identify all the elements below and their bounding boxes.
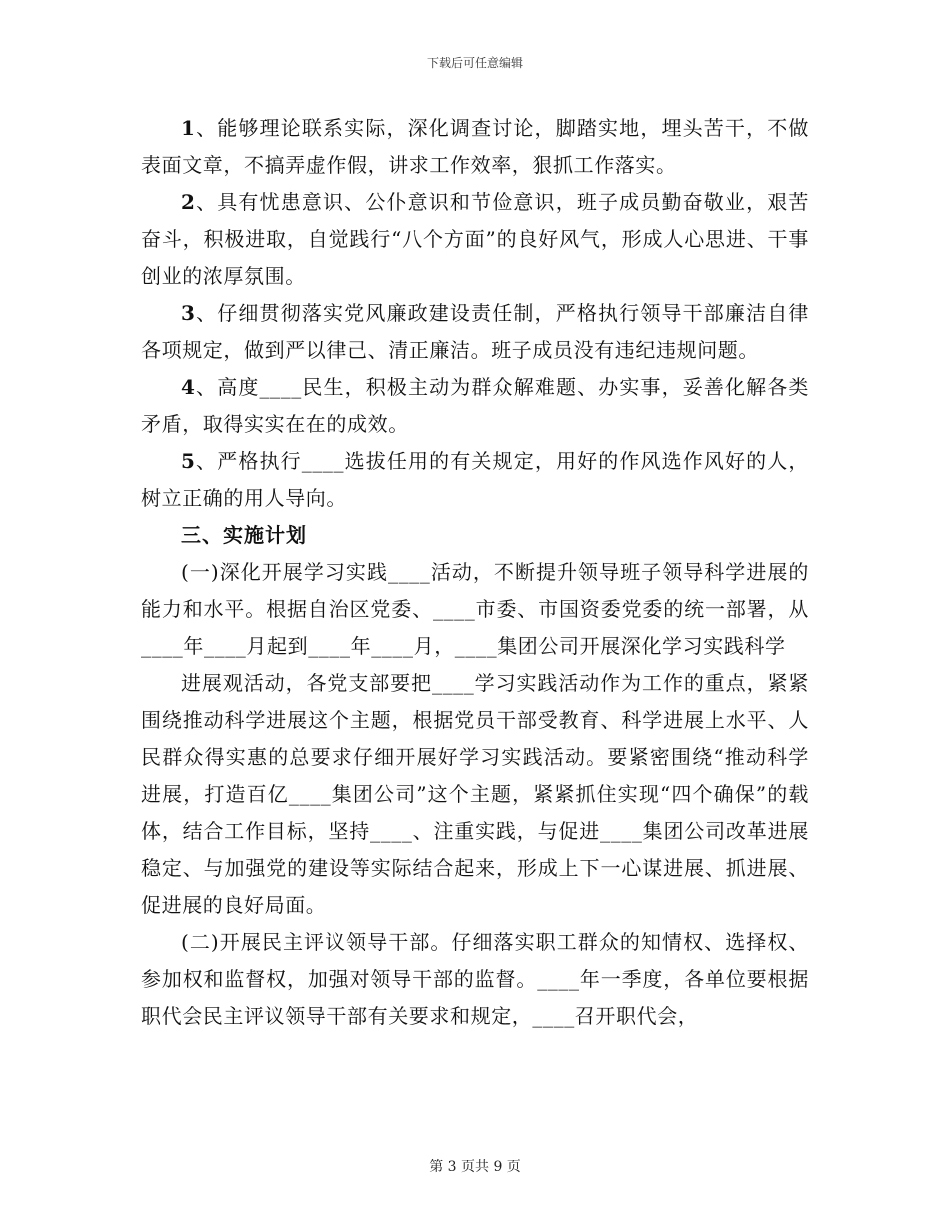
list-item-4	[141, 369, 809, 443]
paragraph-study-practice: (一)深化开展学习实践____活动，不断提升领导班子领导科学进展的能力和水平。根据自治区党委、____市委、市国资委党委的统一部署，从____年____月起到____年____月，____集团公司开展深化学习实践科学	[141, 560, 809, 658]
item-text: 、仔细贯彻落实党风廉政建设责任制，严格执行领导干部廉洁自律各项规定，做到严以律己、清正廉洁。班子成员没有违纪违规问题。	[141, 301, 809, 362]
item-text: 、具有忧患意识、公仆意识和节俭意识，班子成员勤奋敬业，艰苦奋斗，积极进取，自觉践行“八个方面”的良好风气，形成人心思进、干事创业的浓厚氛围。	[141, 190, 809, 288]
page-footer: 第 3 页共 9 页	[429, 1159, 521, 1175]
paragraph-democratic-review: (二)开展民主评议领导干部。仔细落实职工群众的知情权、选择权、参加权和监督权，加强对领导干部的监督。____年一季度，各单位要根据职代会民主评议领导干部有关要求和规定，____召开职代会，	[141, 930, 809, 1028]
item-text: 、高度____民生，积极主动为群众解难题、办实事，妥善化解各类矛盾，取得实实在在的成效。	[141, 375, 809, 436]
list-item-1	[141, 110, 809, 184]
document-body	[141, 110, 809, 1035]
item-text: 、能够理论联系实际，深化调查讨论，脚踏实地，埋头苦干，不做表面文章，不搞弄虚作假，讲求工作效率，狠抓工作落实。	[141, 116, 809, 177]
list-item-3	[141, 295, 809, 369]
item-number: 4	[181, 375, 196, 399]
item-number: 3	[181, 301, 196, 325]
list-item-5	[141, 443, 809, 517]
item-number: 2	[181, 190, 196, 214]
item-number: 5	[181, 449, 196, 473]
section-heading: 三、实施计划	[181, 523, 307, 547]
paragraph-development-view: 进展观活动，各党支部要把____学习实践活动作为工作的重点，紧紧围绕推动科学进展这个主题，根据党员干部受教育、科学进展上水平、人民群众得实惠的总要求仔细开展好学习实践活动。要紧密围绕“推动科学进展，打造百亿____集团公司”这个主题，紧紧抓住实现“四个确保”的载体，结合工作目标，坚持____、注重实践，与促进____集团公司改革进展稳定、与加强党的建设等实际结合起来，形成上下一心谋进展、抓进展、促进展的良好局面。	[141, 671, 809, 917]
page-header: 下载后可任意编辑	[426, 56, 523, 70]
item-number: 1	[181, 116, 196, 140]
list-item-2	[141, 184, 809, 295]
item-text: 、严格执行____选拔任用的有关规定，用好的作风选作风好的人，树立正确的用人导向。	[141, 449, 809, 510]
